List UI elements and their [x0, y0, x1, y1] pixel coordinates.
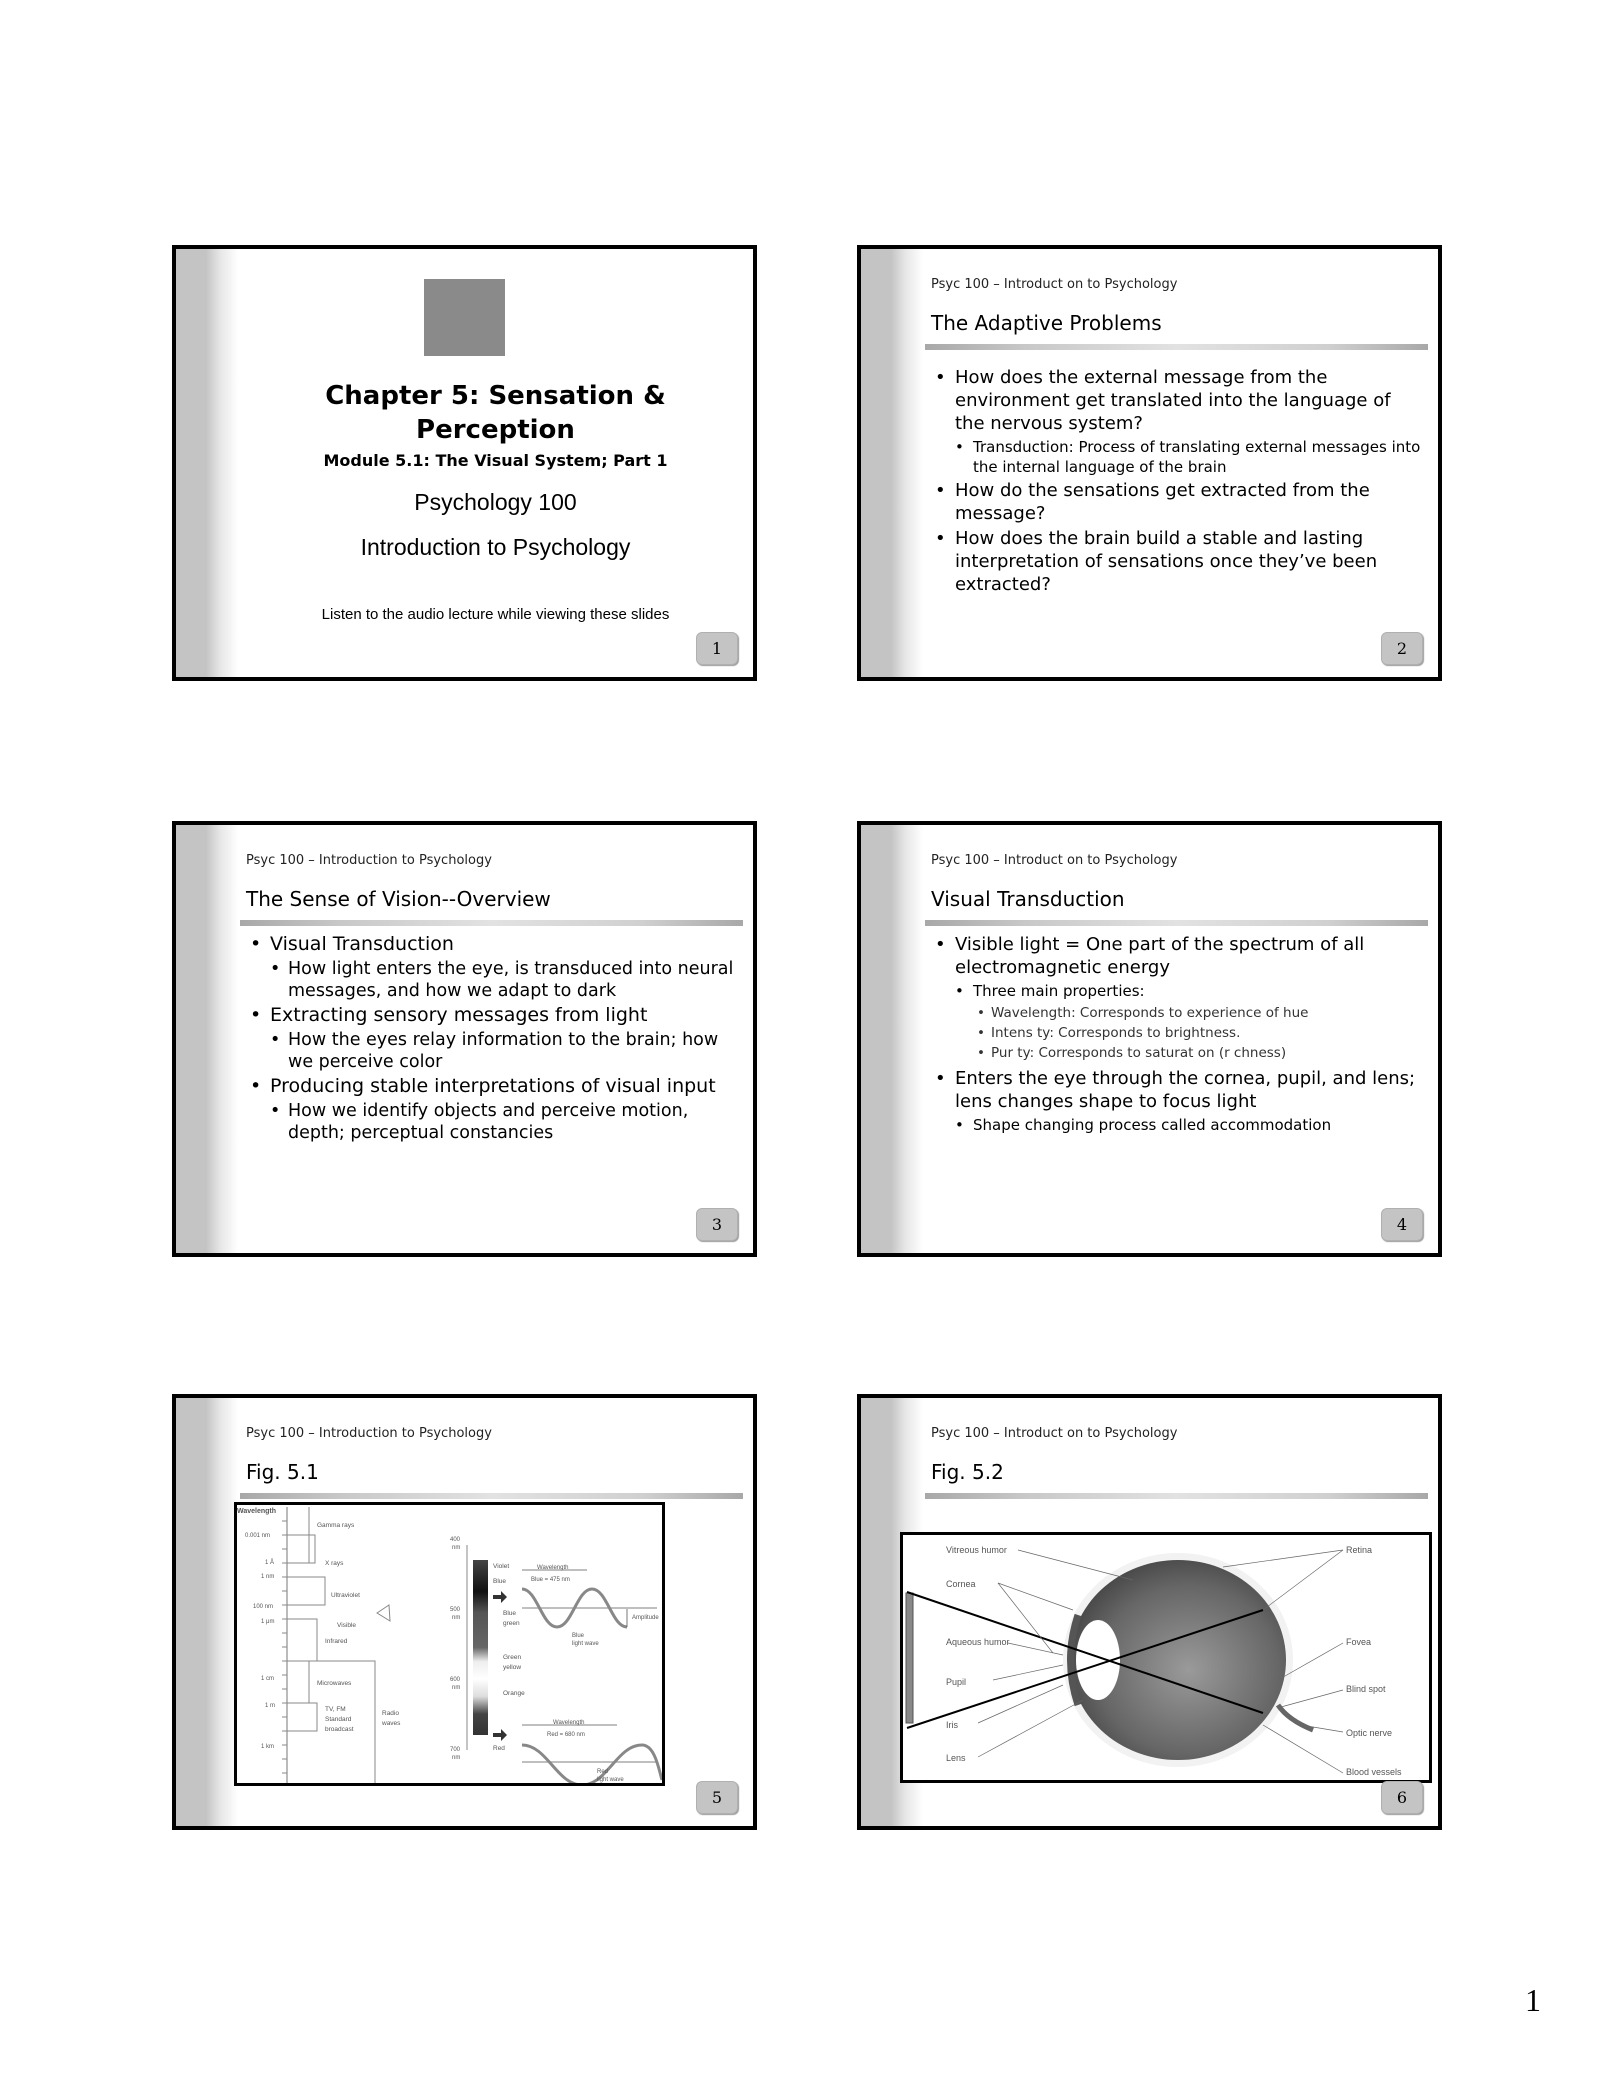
slide-header: Psyc 100 – Introduct on to Psychology — [931, 853, 1178, 868]
svg-text:nm: nm — [452, 1615, 461, 1621]
svg-text:1 m: 1 m — [265, 1703, 276, 1709]
bullet: • How does the external message from the environment get translated into the language of the nervous system? — [933, 366, 1424, 435]
slide-title: Visual Transduction — [931, 887, 1125, 911]
audio-note: Listen to the audio lecture while viewing these slides — [321, 606, 670, 623]
svg-text:600: 600 — [450, 1677, 461, 1683]
slide-1 — [172, 245, 757, 681]
svg-text:X rays: X rays — [325, 1560, 344, 1567]
label-pupil: Pupil — [946, 1677, 967, 1687]
title-divider — [240, 1493, 743, 1499]
sub-sub-bullet: • Pur ty: Corresponds to saturat on (r chness) — [977, 1043, 1424, 1063]
svg-text:light wave: light wave — [597, 1777, 624, 1783]
slide-title — [238, 379, 753, 447]
slide-title: The Sense of Vision--Overview — [246, 887, 551, 911]
svg-text:Violet: Violet — [493, 1563, 510, 1570]
bullet: • Producing stable interpretations of visual input — [248, 1075, 739, 1098]
label-vitreous-humor: Vitreous humor — [946, 1545, 1007, 1555]
svg-text:1 nm: 1 nm — [261, 1574, 275, 1580]
title-divider — [925, 344, 1428, 350]
slide-6 — [857, 1394, 1442, 1830]
svg-text:broadcast: broadcast — [325, 1726, 354, 1733]
svg-text:100 nm: 100 nm — [253, 1604, 274, 1610]
label-optic-nerve: Optic nerve — [1346, 1728, 1393, 1738]
label-blood-vessels: Blood vessels — [1346, 1767, 1402, 1777]
svg-text:1 μm: 1 μm — [261, 1619, 275, 1625]
svg-text:waves: waves — [382, 1720, 401, 1727]
bullet-list — [933, 933, 1424, 1137]
svg-text:Standard: Standard — [325, 1716, 352, 1723]
svg-text:0.001 nm: 0.001 nm — [245, 1533, 271, 1539]
slide-3 — [172, 821, 757, 1257]
slide-stripe — [176, 825, 238, 1253]
title-divider — [925, 1493, 1428, 1499]
svg-text:Visible: Visible — [337, 1622, 357, 1629]
svg-text:Gamma rays: Gamma rays — [317, 1522, 355, 1529]
svg-text:Radio: Radio — [382, 1710, 399, 1717]
bullet: • Extracting sensory messages from light — [248, 1004, 739, 1027]
label-lens: Lens — [946, 1753, 966, 1763]
bullet: • How does the brain build a stable and lasting interpretation of sensations once they’ve been extracted? — [933, 527, 1424, 596]
slide-title: Fig. 5.2 — [931, 1460, 1004, 1484]
bullet-list — [248, 933, 739, 1146]
svg-text:Microwaves: Microwaves — [317, 1680, 352, 1687]
sub-bullet: • Transduction: Process of translating external messages into the internal language of the brain — [953, 437, 1424, 477]
eye-diagram — [903, 1535, 1429, 1780]
figure-eye-anatomy — [900, 1532, 1432, 1783]
bullet: • Enters the eye through the cornea, pupil, and lens; lens changes shape to focus light — [933, 1067, 1424, 1113]
label-fovea: Fovea — [1346, 1637, 1372, 1647]
sub-sub-bullet: • Intens ty: Corresponds to brightness. — [977, 1023, 1424, 1043]
svg-text:1 cm: 1 cm — [261, 1676, 275, 1682]
slide-number-badge: 3 — [696, 1208, 738, 1241]
svg-text:Blue: Blue — [572, 1633, 585, 1639]
label-blind-spot: Blind spot — [1346, 1684, 1386, 1694]
slide-stripe — [861, 249, 923, 677]
slide-stripe — [861, 825, 923, 1253]
figure-electromagnetic-spectrum — [234, 1502, 665, 1786]
svg-text:nm: nm — [452, 1545, 461, 1551]
slide-header: Psyc 100 – Introduction to Psychology — [246, 853, 492, 868]
title-divider — [240, 920, 743, 926]
title-divider — [925, 920, 1428, 926]
svg-text:Red = 680 nm: Red = 680 nm — [547, 1732, 585, 1738]
course-number: Psychology 100 — [414, 489, 577, 515]
slide-2 — [857, 245, 1442, 681]
svg-text:TV, FM: TV, FM — [325, 1706, 346, 1713]
slide-number-badge: 5 — [696, 1781, 738, 1814]
slide-header: Psyc 100 – Introduct on to Psychology — [931, 1426, 1178, 1441]
sub-bullet: • How we identify objects and perceive motion, depth; perceptual constancies — [268, 1100, 739, 1144]
svg-text:nm: nm — [452, 1755, 461, 1761]
sub-bullet: • Shape changing process called accommodation — [953, 1115, 1424, 1135]
module-subtitle: Module 5.1: The Visual System; Part 1 — [323, 451, 668, 470]
slide-title: The Adaptive Problems — [931, 311, 1162, 335]
svg-text:400: 400 — [450, 1537, 461, 1543]
bullet-list — [933, 366, 1424, 598]
svg-text:700: 700 — [450, 1747, 461, 1753]
svg-text:light wave: light wave — [572, 1641, 599, 1647]
title-line-1: Chapter 5: Sensation & — [325, 381, 666, 411]
slide-4 — [857, 821, 1442, 1257]
svg-text:Wavelength: Wavelength — [537, 1565, 569, 1571]
svg-text:Wavelength: Wavelength — [237, 1508, 277, 1515]
slide-number-badge: 2 — [1381, 632, 1423, 665]
bullet: • Visible light = One part of the spectrum of all electromagnetic energy — [933, 933, 1424, 979]
label-iris: Iris — [946, 1720, 958, 1730]
sub-bullet: • Three main properties: — [953, 981, 1424, 1001]
title-line-2: Perception — [416, 415, 575, 445]
label-aqueous-humor: Aqueous humor — [946, 1637, 1010, 1647]
svg-text:Orange: Orange — [503, 1690, 525, 1697]
svg-text:500: 500 — [450, 1607, 461, 1613]
slide-header: Psyc 100 – Introduction to Psychology — [246, 1426, 492, 1441]
svg-text:Amplitude: Amplitude — [632, 1615, 659, 1621]
label-retina: Retina — [1346, 1545, 1373, 1555]
slide-number-badge: 1 — [696, 632, 738, 665]
svg-text:Infrared: Infrared — [325, 1638, 348, 1645]
slide-stripe — [176, 1398, 238, 1826]
svg-text:Blue: Blue — [493, 1578, 507, 1585]
slide-5 — [172, 1394, 757, 1830]
slide-header: Psyc 100 – Introduct on to Psychology — [931, 277, 1178, 292]
svg-text:1 km: 1 km — [261, 1744, 275, 1750]
svg-text:1 Å: 1 Å — [265, 1560, 275, 1566]
page-number: 1 — [1525, 1982, 1541, 2018]
svg-text:Blue = 475 nm: Blue = 475 nm — [531, 1577, 570, 1583]
bullet: • Visual Transduction — [248, 933, 739, 956]
sub-bullet: • How light enters the eye, is transduced into neural messages, and how we adapt to dark — [268, 958, 739, 1002]
svg-text:Red: Red — [597, 1769, 609, 1775]
svg-text:Green: Green — [503, 1654, 522, 1661]
label-cornea: Cornea — [946, 1579, 976, 1589]
svg-text:Wavelength: Wavelength — [553, 1720, 585, 1726]
course-name: Introduction to Psychology — [360, 534, 631, 560]
sub-bullet: • How the eyes relay information to the brain; how we perceive color — [268, 1029, 739, 1073]
svg-text:Red: Red — [493, 1745, 505, 1752]
svg-text:yellow: yellow — [503, 1664, 522, 1671]
university-logo-icon — [424, 279, 505, 356]
sub-sub-bullet: • Wavelength: Corresponds to experience of hue — [977, 1003, 1424, 1023]
svg-text:green: green — [503, 1620, 520, 1627]
slide-stripe — [176, 249, 238, 677]
svg-text:Blue: Blue — [503, 1610, 517, 1617]
slide-number-badge: 6 — [1381, 1781, 1423, 1814]
svg-text:nm: nm — [452, 1685, 461, 1691]
spectrum-diagram — [237, 1505, 662, 1783]
slide-number-badge: 4 — [1381, 1208, 1423, 1241]
slide-title: Fig. 5.1 — [246, 1460, 319, 1484]
svg-text:Ultraviolet: Ultraviolet — [331, 1592, 360, 1599]
bullet: • How do the sensations get extracted from the message? — [933, 479, 1424, 525]
